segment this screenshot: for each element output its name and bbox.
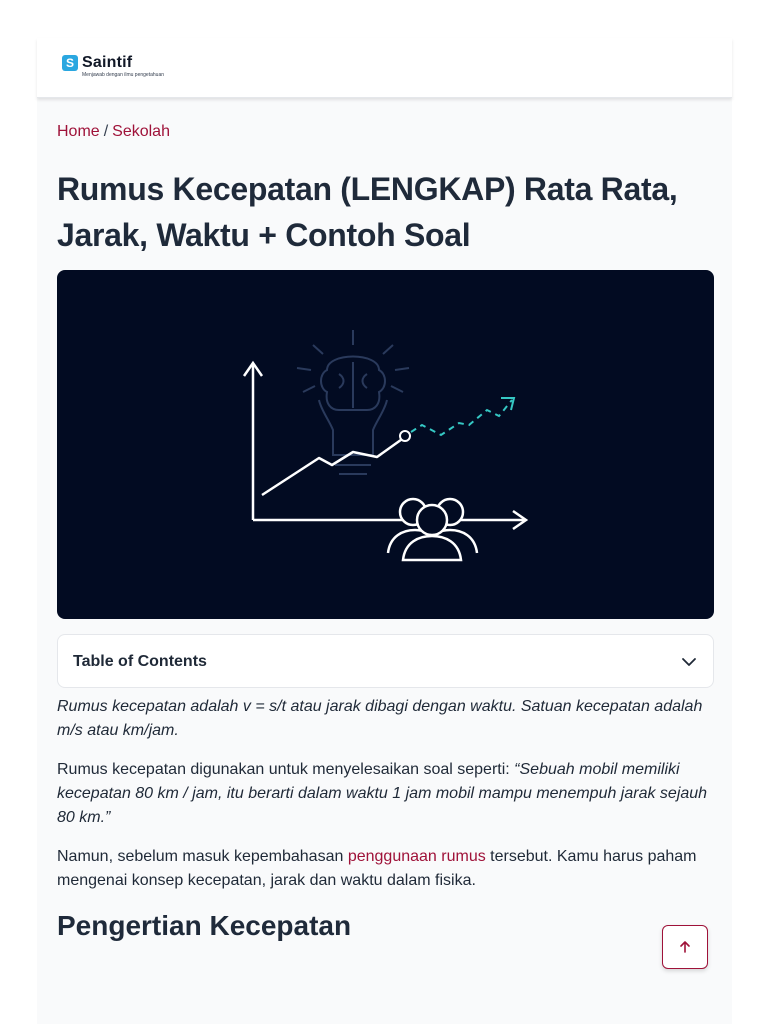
page-title: Rumus Kecepatan (LENGKAP) Rata Rata, Jarak, Waktu + Contoh Soal [57, 171, 678, 253]
table-of-contents[interactable] [57, 634, 714, 688]
logo-text [82, 55, 164, 79]
intro-paragraph: Rumus kecepatan adalah v = s/t atau jarak dibagi dengan waktu. Satuan kecepatan adalah m/s atau km/jam. [57, 698, 703, 739]
logo-mark-icon: S [62, 55, 78, 71]
logo-name: Saintif [82, 54, 133, 71]
breadcrumb-category-link[interactable]: Sekolah [112, 123, 170, 140]
hero-image [57, 270, 714, 619]
chevron-down-icon[interactable] [679, 652, 699, 672]
people-group-icon [388, 499, 477, 560]
breadcrumb [57, 122, 170, 142]
back-to-top-button[interactable] [662, 925, 708, 969]
transition-text-after: tersebut. Kamu harus paham mengenai konsep kecepatan, jarak dan waktu dalam fisika. [57, 848, 697, 889]
site-logo[interactable] [62, 55, 164, 79]
toc-title: Table of Contents [73, 653, 207, 670]
page [37, 38, 732, 1024]
transition-text-before: Namun, sebelum masuk kepembahasan [57, 848, 348, 865]
example-text: Rumus kecepatan digunakan untuk menyelesaikan soal seperti: [57, 761, 515, 778]
example-quote: “Sebuah mobil memiliki kecepatan 80 km / jam, itu berarti dalam waktu 1 jam mobil mampu menempuh jarak sejauh 80 km.” [57, 761, 708, 826]
arrow-up-icon [678, 940, 692, 954]
breadcrumb-home-link[interactable]: Home [57, 123, 100, 140]
example-paragraph [57, 758, 717, 830]
formula-usage-link[interactable]: penggunaan rumus [347, 848, 486, 865]
hero-illustration [57, 270, 714, 619]
logo-tagline: Menjawab dengan ilmu pengetahuan [82, 72, 165, 78]
transition-paragraph [57, 845, 717, 893]
breadcrumb-separator: / [103, 123, 109, 140]
growth-chart-icon [244, 363, 526, 529]
site-header [37, 38, 732, 98]
section-heading: Pengertian Kecepatan [57, 910, 352, 941]
